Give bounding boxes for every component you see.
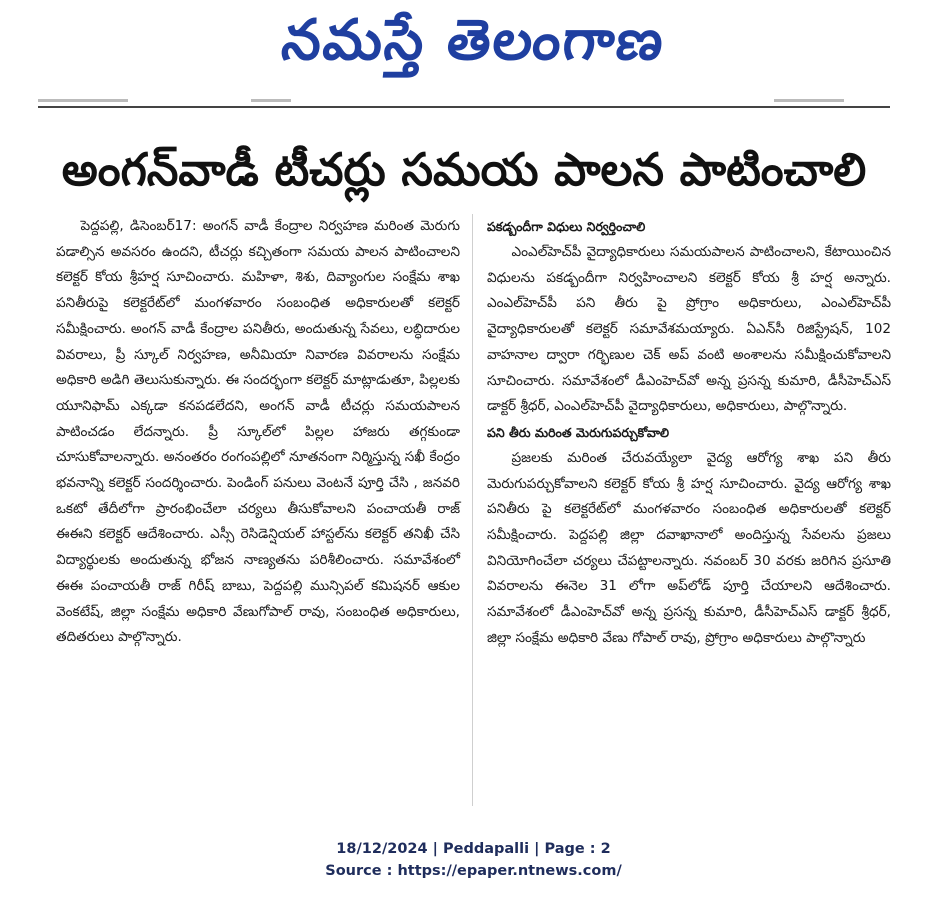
masthead-rule bbox=[38, 106, 890, 108]
source-footer bbox=[0, 838, 947, 882]
subhead-1: పకడ్బందీగా విధులు నిర్వర్తించాలి bbox=[487, 219, 646, 234]
footer-date-edition: 18/12/2024 | Peddapalli | Page : 2 bbox=[336, 841, 611, 857]
article-body-right-2: ప్రజలకు మరింత చేరువయ్యేలా వైద్య ఆరోగ్య శాఖ పని తీరు మెరుగుపర్చుకోవాలని కలెక్టర్ కోయ శ్రీ హర్ష సూచించారు. వైద్య ఆరోగ్య శాఖ పనితీరు పై కలెక్టరేట్‌లో మంగళవారం సంబంధిత అధికారులతో కలెక్టర్ సమీక్షించారు. పెద్దపల్లి జిల్లా దవాఖానాలో అందిస్తున్న సేవలను ప్రజలు వినియోగించేలా చర్యలు చేపట్టాలన్నారు. నవంబర్ 30 వరకు జరిగిన ప్రసూతి వివరాలను ఈనెల 31 లోగా అప్‌లోడ్ పూర్తి చేయాలని ఆదేశించారు. సమావేశంలో డీఎంహెచ్‌వో అన్న ప్రసన్న కుమారి, డీసీహెచ్‌ఎస్ డాక్టర్ శ్రీధర్, జిల్లా సంక్షేమ అధికారి వేణు గోపాల్ రావు, ప్రోగ్రాం అధికారులు పాల్గొన్నారు bbox=[487, 449, 892, 646]
article-body-right-1: ఎంఎల్‌హెచ్‌పీ వైద్యాధికారులు సమయపాలన పాటించాలని, కేటాయించిన విధులను పకడ్బందీగా నిర్వహించాలని కలెక్టర్ కోయ శ్రీ హర్ష అన్నారు. ఎంఎల్‌హెచ్‌పీ పని తీరు పై ప్రోగ్రాం అధికారులు, ఎంఎల్‌హెచ్‌పీ వైద్యాధికారులతో కలెక్టర్ సమావేశమయ్యారు. ఏఎన్‌సీ రిజిస్ట్రేషన్, 102 వాహనాల ద్వారా గర్భిణుల చెక్ అప్ వంటి అంశాలను సమీక్షించుకోవాలని సూచించారు. సమావేశంలో డీఎంహెచ్‌వో అన్న ప్రసన్న కుమారి, డీసీహెచ్‌ఎస్ డాక్టర్ శ్రీధర్, ఎంఎల్‌హెచ్‌పీ వైద్యాధికారులు, అధికారులు, పాల్గొన్నారు. bbox=[487, 244, 891, 415]
article-right-column bbox=[487, 214, 891, 652]
footer-source-link[interactable]: Source : https://epaper.ntnews.com/ bbox=[325, 863, 622, 879]
article-body-left: పెద్దపల్లి, డిసెంబర్‌17: అంగన్ వాడీ కేంద్రాల నిర్వహణ మరింత మెరుగు పడాల్సిన అవసరం ఉందని, టీచర్లు కచ్చితంగా సమయ పాలన పాటించాలని కలెక్టర్ కోయ శ్రీహర్ష సూచించారు. మహిళా, శిశు, దివ్యాంగుల సంక్షేమ శాఖ పనితీరుపై కలెక్టరేట్‌లో మంగళవారం సంబంధిత అధికారులతో కలెక్టర్ సమీక్షించారు. అంగన్ వాడీ కేంద్రాల పనితీరు, అందుతున్న సేవలు, లబ్ధిదారుల వివరాలు, ప్రీ స్కూల్ నిర్వహణ, అనీమియా నివారణ వివరాలను సంక్షేమ అధికారి అడిగి తెలుసుకున్నారు. ఈ సందర్భంగా కలెక్టర్ మాట్లాడుతూ, పిల్లలకు యూనిఫామ్ ఎక్కడా కనపడలేదని, అంగన్ వాడీ టీచర్లు సమయపాలన పాటించడం లేదన్నారు. ప్రీ స్కూల్‌లో పిల్లల హాజరు తగ్గకుండా చూసుకోవాలన్నారు. అనంతరం రంగంపల్లిలో నూతనంగా నిర్మిస్తున్న సఖీ కేంద్రం భవనాన్ని కలెక్టర్ సందర్శించారు. పెండింగ్ పనులు వెంటనే పూర్తి చేసి , జనవరి ఒకటో తేదీలోగా ప్రారంభించేలా చర్యలు తీసుకోవాలని పంచాయతీ రాజ్ ఈఈని కలెక్టర్ ఆదేశించారు. ఎస్సీ రెసిడెన్షియల్ హాస్టల్‌ను కలెక్టర్ తనిఖీ చేసి విద్యార్థులకు అందుతున్న భోజన నాణ్యతను పరిశీలించారు. సమావేశంలో ఈఈ పంచాయతీ రాజ్ గిరీష్ బాబు, పెద్దపల్లి మున్సిపల్ కమిషనర్ ఆకుల వెంకటేష్, జిల్లా సంక్షేమ అధికారి వేణుగోపాల్ రావు, సంబంధిత అధికారులు, తదితరులు పాల్గొన్నారు. bbox=[56, 218, 460, 646]
dateline-fragment-mid bbox=[251, 99, 291, 102]
subhead-2: పని తీరు మరింత మెరుగుపర్చుకోవాలి bbox=[487, 424, 670, 440]
article-headline: అంగన్‌వాడీ టీచర్లు సమయ పాలన పాటించాలి bbox=[61, 143, 867, 196]
column-divider bbox=[472, 214, 473, 806]
dateline-strip bbox=[38, 96, 890, 106]
article-left-column bbox=[56, 214, 460, 651]
dateline-fragment-right bbox=[774, 99, 844, 102]
dateline-fragment-left bbox=[38, 99, 128, 102]
masthead bbox=[0, 6, 947, 76]
masthead-title: నమస్తే తెలంగాణ bbox=[278, 8, 669, 73]
